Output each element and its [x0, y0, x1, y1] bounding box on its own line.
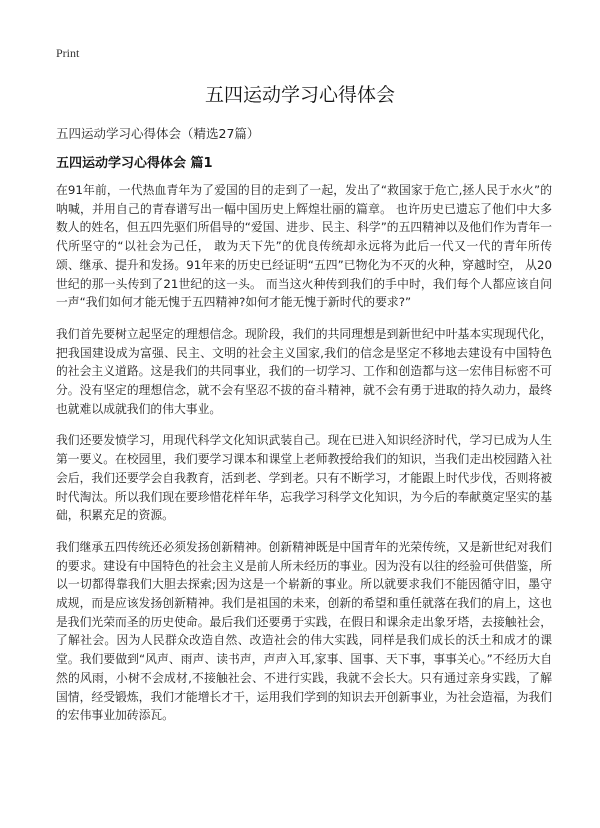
paragraph-1: 在91年前，一代热血青年为了爱国的目的走到了一起，发出了“救国家于危亡,拯人民于水火”的呐喊，并用自己的青春谱写出一幅中国历史上辉煌壮丽的篇章。 也许历史已遗忘了他们中大多数人的姓名，但五四先驱们所倡导的“爱国、进步、民主、科学”的五四精神以及他们作为青年一代所坚守的“以社会为己任， 敢为天下先”的优良传统却永远将为此后一代又一代的青年所传颂、继承、提升和发扬。91年来的历史已经证明“五四”已物化为不灭的火种，穿越时空， 从20世纪的那一头传到了21世纪的这一头。 而当这火种传到我们的手中时，我们每个人都应该自问一声“我们如何才能无愧于五四精神?如何才能无愧于新时代的要求?” [56, 183, 552, 310]
paragraph-4: 我们继承五四传统还必须发扬创新精神。创新精神既是中国青年的光荣传统，又是新世纪对我们的要求。建设有中国特色的社会主义是前人所未经历的事业。因为没有以往的经验可供借鉴，所以一切都得靠我们大胆去探索;因为这是一个崭新的事业。所以就要求我们不能因循守旧，墨守成规，而是应该发扬创新精神。我们是祖国的未来，创新的希望和重任就落在我们的肩上，这也是我们光荣而圣的历史使命。最后我们还要勇于实践，在假日和课余走出象牙塔，去接触社会，了解社会。因为人民群众改造自然、改造社会的伟大实践，同样是我们成长的沃土和成才的课堂。我们要做到“风声、雨声、读书声，声声入耳,家事、国事、天下事，事事关心。”不经历大自然的风雨，小树不会成材,不接触社会、不进行实践，我就不会长大。只有通过亲身实践，了解国情，经受锻炼，我们才能增长才干，运用我们学到的知识去开创新事业，为社会造福，为我们的宏伟事业加砖添瓦。 [56, 539, 552, 723]
paragraph-2: 我们首先要树立起坚定的理想信念。现阶段，我们的共同理想是到新世纪中叶基本实现现代化，把我国建设成为富强、民主、文明的社会主义国家,我们的信念是坚定不移地去建设有中国特色的社会主义道路。这是我们的共同事业，我们的一切学习、工作和创造都与这一宏伟目标密不可分。没有坚定的理想信念，就不会有坚忍不拔的奋斗精神，就不会有勇于进取的持久动力，最终也就难以成就我们的伟大事业。 [56, 326, 552, 416]
document-subtitle: 五四运动学习心得体会（精选27篇） [56, 126, 260, 141]
paragraph-3: 我们还要发愤学习，用现代科学文化知识武装自己。现在已进入知识经济时代，学习已成为人生第一要义。在校园里，我们要学习课本和课堂上老师教授给我们的知识，当我们走出校园踏入社会后，我们还要学会自我教育，活到老、学到老。只有不断学习，才能跟上时代步伐，否则将被时代淘汰。所以我们现在要珍惜花样年华，忘我学习科学文化知识，为今后的奉献奠定坚实的基础，积累充足的资源。 [56, 433, 552, 523]
article-body [56, 181, 552, 738]
print-link[interactable]: Print [56, 46, 80, 60]
section-heading: 五四运动学习心得体会 篇1 [56, 156, 213, 171]
page-title: 五四运动学习心得体会 [204, 84, 395, 106]
